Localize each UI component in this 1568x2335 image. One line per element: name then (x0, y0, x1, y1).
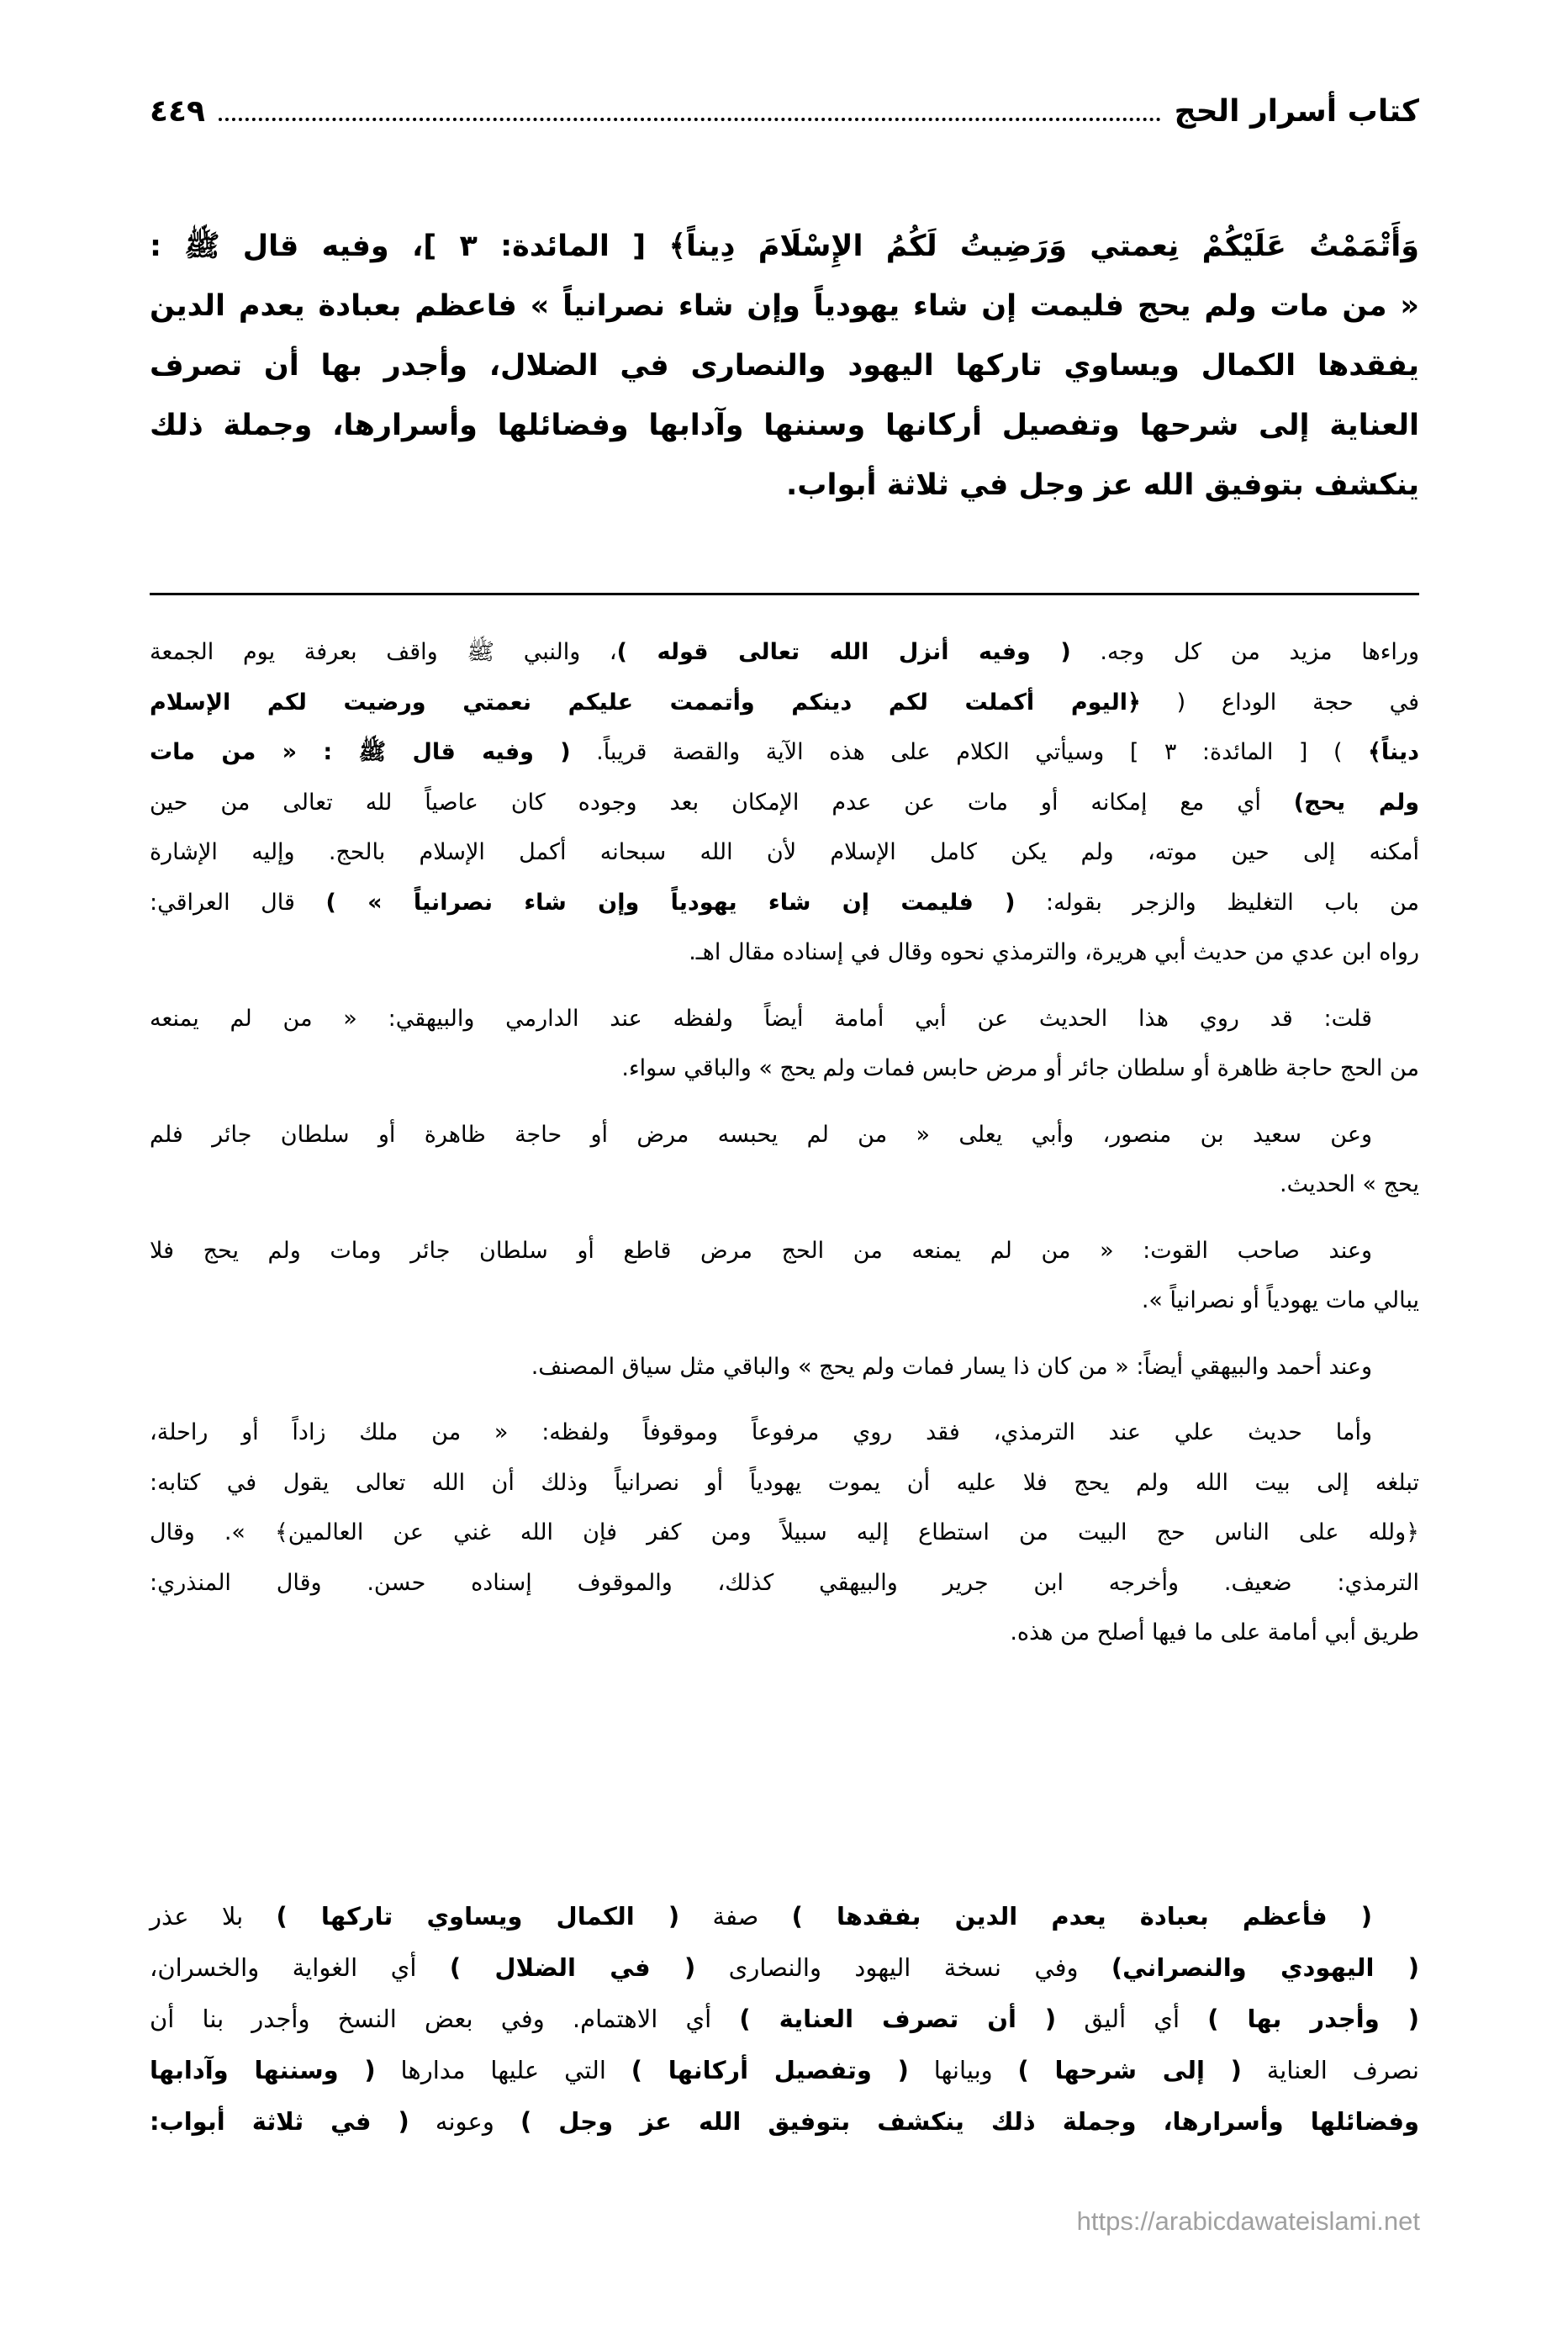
text-line (150, 1043, 1419, 1094)
text-segment: التي عليها مدارها (375, 2056, 631, 2084)
text-line (150, 336, 1419, 396)
text-line (150, 1226, 1419, 1276)
text-line (150, 1942, 1419, 1994)
text-segment: أمكنه إلى حين موته، ولم يكن كامل الإسلام لأن الله سبحانه أكمل الإسلام بالحج. وإليه الإشارة (150, 839, 1419, 865)
book-title: كتاب أسرار الحج (1174, 93, 1419, 129)
text-segment: قلت: قد روي هذا الحديث عن أبي أمامة أيضاً ولفظه عند الدارمي والبيهقي: « من لم يمنعه (150, 1005, 1372, 1032)
text-line (150, 2096, 1419, 2147)
text-segment: رواه ابن عدي من حديث أبي هريرة، والترمذي نحوه وقال في إسناده مقال اهـ. (689, 939, 1419, 965)
text-segment: في حجة الوداع ( (1140, 689, 1419, 716)
text-line (150, 1508, 1419, 1558)
text-line (150, 277, 1419, 336)
text-segment: أي أليق (1056, 2005, 1208, 2033)
text-segment: يحج » الحديث. (1280, 1171, 1419, 1197)
commentary-continuation (150, 1891, 1419, 2147)
text-line (150, 994, 1419, 1044)
text-segment: وعند صاحب القوت: « من لم يمنعه من الحج مرض قاطع أو سلطان جائر ومات ولم يحج فلا (150, 1237, 1372, 1264)
watermark-url: https://arabicdawateislami.net (1076, 2206, 1420, 2236)
text-segment: من الحج حاجة ظاهرة أو سلطان جائر أو مرض حابس فمات ولم يحج » والباقي سواء. (621, 1055, 1419, 1081)
text-segment: من باب التغليظ والزجر بقوله: (1015, 889, 1420, 916)
leader-dots (219, 118, 1161, 121)
commentary-text (150, 627, 1419, 1658)
bold-text-segment: ( في ثلاثة أبواب: (150, 2107, 409, 2136)
bold-text-segment: ( فليمت إن شاء يهودياً وإن شاء نصرانياً » ) (325, 889, 1016, 916)
text-segment: أي الاهتمام. وفي بعض النسخ وأجدر بنا أن (150, 2005, 740, 2033)
bold-text-segment: ( وسننها وآدابها (150, 2056, 376, 2084)
text-line (150, 456, 1419, 515)
text-line (150, 1891, 1419, 1942)
bold-text-segment: يفقدها الكمال ويساوي تاركها اليهود والنصارى في الضلال، وأجدر بها أن تصرف (150, 349, 1419, 383)
text-segment: يبالي مات يهودياً أو نصرانياً ». (1141, 1287, 1419, 1313)
bold-text-segment: ( أن تصرف العناية ) (739, 2005, 1057, 2033)
text-line (150, 396, 1419, 456)
text-line (150, 678, 1419, 728)
text-segment: نصرف العناية (1241, 2056, 1419, 2084)
text-segment: أي الغواية والخسران، (150, 1953, 450, 1982)
bold-text-segment: ( فأعظم بعبادة يعدم الدين بفقدها ) (791, 1902, 1373, 1931)
text-line (150, 1408, 1419, 1458)
text-line (150, 217, 1419, 277)
bold-text-segment: ( وفيه قال ﷺ : « من مات (150, 739, 571, 765)
bold-text-segment: ( وفيه أنزل الله تعالى قوله ) (616, 639, 1071, 665)
text-line (150, 1342, 1419, 1392)
bold-text-segment: ( في الضلال ) (449, 1953, 696, 1982)
bold-text-segment: وفضائلها وأسرارها، وجملة ذلك ينكشف بتوفيق الله عز وجل ) (520, 2107, 1419, 2136)
text-line (150, 727, 1419, 778)
text-segment: وعن سعيد بن منصور، وأبي يعلى « من لم يحبسه مرض أو حاجة ظاهرة أو سلطان جائر فلم (150, 1121, 1372, 1148)
text-line (150, 1276, 1419, 1326)
bold-text-segment: ولم يحج) (1293, 789, 1420, 816)
text-line (150, 1608, 1419, 1658)
text-line (150, 778, 1419, 828)
text-segment: وفي نسخة اليهود والنصارى (695, 1953, 1111, 1982)
text-segment: وراءها مزيد من كل وجه. (1070, 639, 1419, 665)
text-segment: ﴿ولله على الناس حج البيت من استطاع إليه سبيلاً ومن كفر فإن الله غني عن العالمين﴾ ». وقال (150, 1519, 1419, 1545)
text-segment: ) [ المائدة: ٣ ] وسيأتي الكلام على هذه الآية والقصة قريباً. (570, 739, 1369, 765)
text-segment: وأما حديث علي عند الترمذي، فقد روي مرفوعاً وموقوفاً ولفظه: « من ملك زاداً أو راحلة، (150, 1419, 1372, 1445)
running-header (150, 84, 1419, 138)
text-segment: ، والنبي ﷺ واقف بعرفة يوم الجمعة (150, 639, 617, 665)
bold-text-segment: ( إلى شرحها ) (1017, 2056, 1242, 2084)
bold-text-segment: ﴿اليوم أكملت لكم دينكم وأتممت عليكم نعمتي ورضيت لكم الإسلام (150, 689, 1141, 716)
bold-text-segment: ( الكمال ويساوي تاركها ) (276, 1902, 680, 1931)
bold-text-segment: ديناً﴾ (1368, 739, 1419, 765)
text-segment: وعند أحمد والبيهقي أيضاً: « من كان ذا يسار فمات ولم يحج » والباقي مثل سياق المصنف. (531, 1353, 1372, 1380)
text-segment: تبلغه إلى بيت الله ولم يحج فلا عليه أن يموت يهودياً أو نصرانياً وذلك أن الله تعالى يقول في كتابه: (150, 1469, 1419, 1496)
text-line (150, 827, 1419, 878)
bold-text-segment: ( وتفصيل أركانها ) (631, 2056, 909, 2084)
text-line (150, 627, 1419, 678)
text-segment: أي مع إمكانه أو مات عن عدم الإمكان بعد وجوده كان عاصياً لله تعالى من حين (150, 789, 1294, 816)
text-segment: طريق أبي أمامة على ما فيها أصلح من هذه. (1010, 1619, 1419, 1646)
bold-text-segment: « من مات ولم يحج فليمت إن شاء يهودياً وإن شاء نصرانياً » فاعظم بعبادة يعدم الدين (150, 289, 1419, 323)
text-line (150, 1558, 1419, 1609)
text-segment: قال العراقي: (150, 889, 326, 916)
text-segment: الترمذي: ضعيف. وأخرجه ابن جرير والبيهقي كذلك، والموقوف إسناده حسن. وقال المنذري: (150, 1569, 1419, 1596)
text-line (150, 927, 1419, 978)
main-text (150, 217, 1419, 515)
text-segment: صفة (679, 1902, 792, 1931)
bold-text-segment: ( وأجدر بها ) (1207, 2005, 1419, 2033)
bold-text-segment: ( اليهودي والنصراني) (1111, 1953, 1419, 1982)
bold-text-segment: وَأَتْمَمْتُ عَلَيْكُمْ نِعمتي وَرَضِيتُ لَكُمُ الإِسْلَامَ دِيناً﴾ [ المائدة: ٣ ]، وفيه قال ﷺ : (150, 230, 1419, 263)
text-line (150, 1994, 1419, 2045)
text-segment: وبيانها (908, 2056, 1018, 2084)
text-segment: وعونه (409, 2107, 520, 2136)
footnote-divider (150, 593, 1419, 595)
text-line (150, 2045, 1419, 2096)
text-segment: بلا عذر (150, 1902, 277, 1931)
text-line (150, 1110, 1419, 1160)
text-line (150, 878, 1419, 928)
page-number: ٤٤٩ (150, 93, 205, 129)
bold-text-segment: العناية إلى شرحها وتفصيل أركانها وسننها وآدابها وفضائلها وأسرارها، وجملة ذلك (150, 409, 1419, 442)
bold-text-segment: ينكشف بتوفيق الله عز وجل في ثلاثة أبواب. (785, 468, 1419, 502)
text-line (150, 1458, 1419, 1508)
text-line (150, 1160, 1419, 1210)
